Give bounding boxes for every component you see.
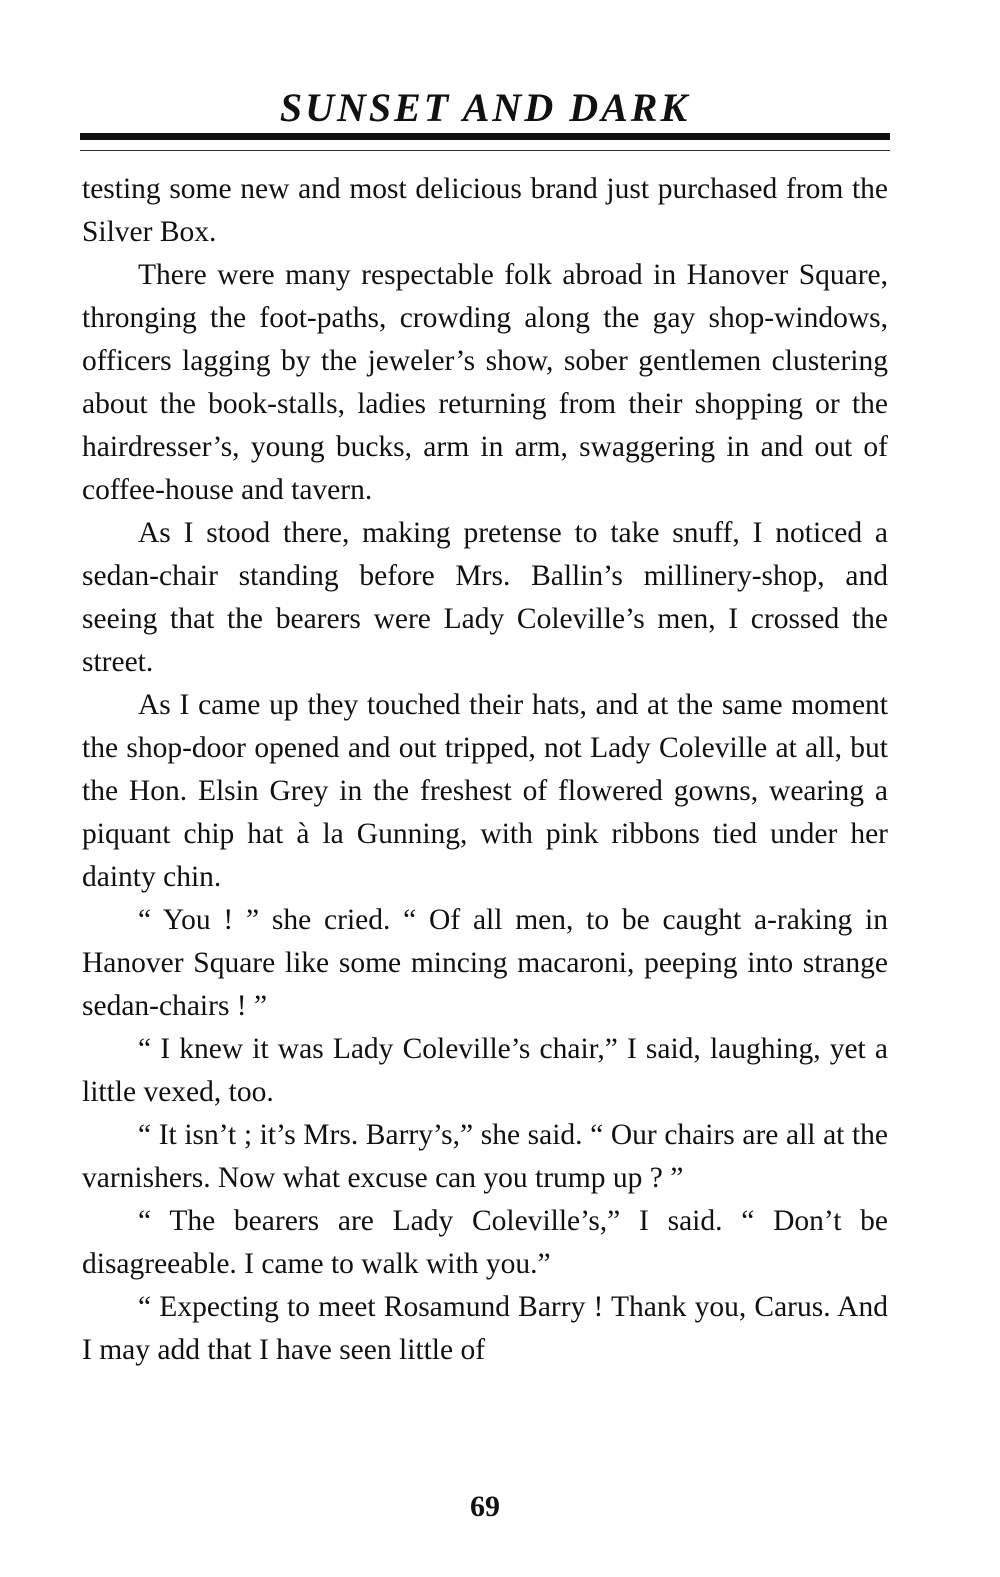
paragraph: There were many respectable folk abroad in Hanover Square, thronging the foot-paths, crowding along the gay shop-windows, officers lagging by the jeweler’s show, sober gentlemen clustering about the book-stalls, ladies returning from their shopping or the hairdresser’s, young bucks, arm in arm, swaggering in and out of coffee-house and tavern. bbox=[82, 259, 888, 506]
header-rule-thick bbox=[80, 133, 890, 140]
running-title: SUNSET AND DARK bbox=[279, 85, 691, 130]
paragraph: “ Expecting to meet Rosamund Barry ! Thank you, Carus. And I may add that I have seen little of bbox=[82, 1291, 888, 1366]
paragraph: As I came up they touched their hats, and at the same moment the shop-door opened and out tripped, not Lady Coleville at all, but the Hon. Elsin Grey in the freshest of flowered gowns, wearing a piquant chip hat à la Gunning, with pink ribbons tied under her dainty chin. bbox=[82, 689, 888, 893]
paragraph: “ I knew it was Lady Coleville’s chair,” I said, laughing, yet a little vexed, too. bbox=[82, 1033, 888, 1108]
paragraph: “ You ! ” she cried. “ Of all men, to be caught a-raking in Hanover Square like some mincing macaroni, peeping into strange sedan-chairs ! ” bbox=[82, 904, 888, 1022]
paragraph-continued: testing some new and most delicious brand just purchased from the Silver Box. bbox=[82, 173, 888, 248]
paragraph: “ The bearers are Lady Coleville’s,” I said. “ Don’t be disagreeable. I came to walk with you.” bbox=[82, 1205, 888, 1280]
page-number: 69 bbox=[470, 1490, 500, 1523]
body-text bbox=[82, 168, 888, 1372]
paragraph: “ It isn’t ; it’s Mrs. Barry’s,” she said. “ Our chairs are all at the varnishers. Now what excuse can you trump up ? ” bbox=[82, 1119, 888, 1194]
paragraph: As I stood there, making pretense to take snuff, I noticed a sedan-chair standing before Mrs. Ballin’s millinery-shop, and seeing that the bearers were Lady Coleville’s men, I crossed the street. bbox=[82, 517, 888, 678]
header-rule-thin bbox=[80, 150, 890, 151]
